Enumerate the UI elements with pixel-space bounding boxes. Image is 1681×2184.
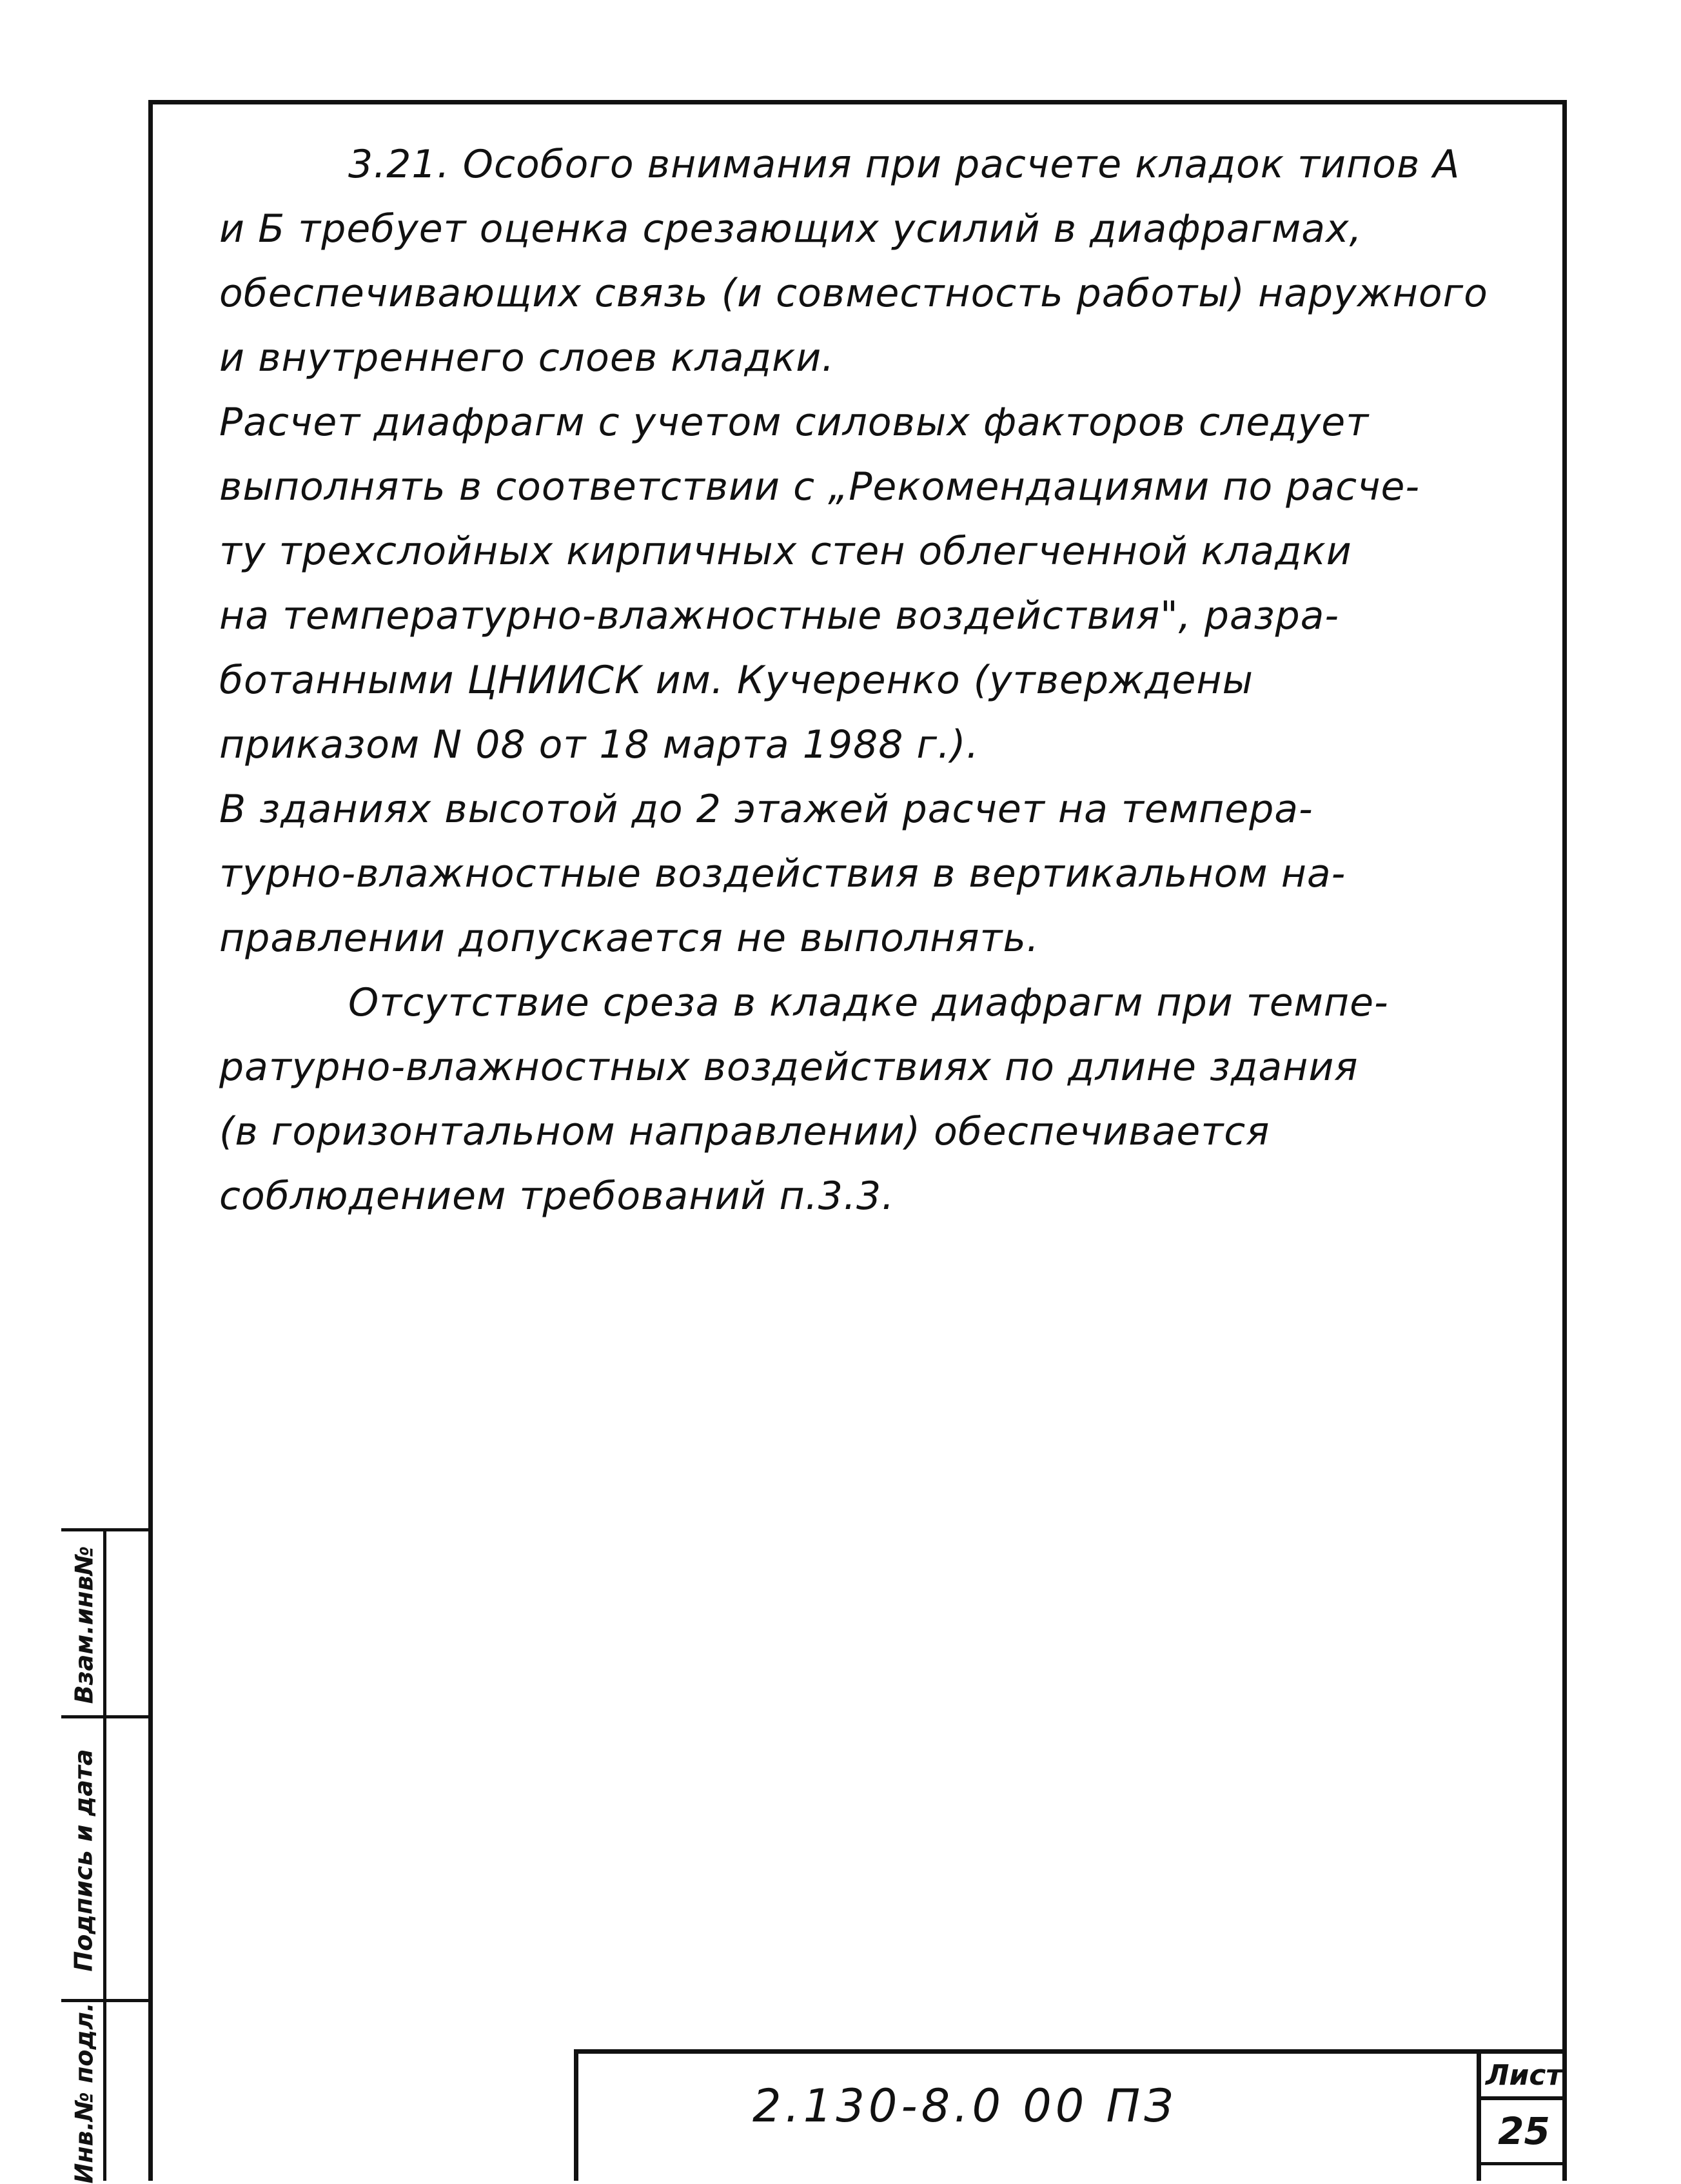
text-line: обеспечивающих связь (и совместность работы) наружного (219, 271, 1488, 316)
sheet-label: Лист (1481, 2054, 1567, 2100)
text-line: ту трехслойных кирпичных стен облегченной кладки (219, 529, 1352, 574)
sheet-number-underline (1481, 2162, 1567, 2165)
text-line: ратурно-влажностных воздействиях по длине здания (219, 1045, 1359, 1090)
side-stamp (61, 1528, 152, 2184)
text-line: Отсутствие среза в кладке диафрагм при темпе- (348, 980, 1389, 1025)
sheet-number: 25 (1498, 2109, 1550, 2153)
title-block (574, 2049, 1567, 2181)
sheet-box (1477, 2054, 1567, 2181)
replacement-inventory-label: Взам.инв№ (70, 1546, 98, 1704)
text-line: и Б требует оценка срезающих усилий в диафрагмах, (219, 206, 1362, 251)
original-inventory-label: Инв.№ подл. (70, 2002, 98, 2184)
text-line: ботанными ЦНИИСК им. Кучеренко (утверждены (219, 658, 1254, 703)
text-line: турно-влажностные воздействия в вертикальном на- (219, 851, 1346, 896)
text-line: 3.21. Особого внимания при расчете кладок типов А (348, 142, 1460, 187)
text-line: на температурно-влажностные воздействия", разра- (219, 593, 1340, 638)
text-line: В зданиях высотой до 2 этажей расчет на темпера- (219, 787, 1313, 832)
document-code: 2.130-8.0 00 ПЗ (752, 2080, 1177, 2132)
text-line: приказом N 08 от 18 марта 1988 г.). (219, 722, 979, 767)
text-line: и внутреннего слоев кладки. (219, 335, 835, 380)
text-line: Расчет диафрагм с учетом силовых факторов следует (219, 400, 1370, 445)
text-line: правлении допускается не выполнять. (219, 916, 1039, 961)
text-line: соблюдением требований п.3.3. (219, 1174, 895, 1219)
text-line: (в горизонтальном направлении) обеспечивается (219, 1109, 1270, 1154)
explanatory-note-text (219, 132, 1535, 1228)
text-line: выполнять в соответствии с „Рекомендациями по расче- (219, 464, 1420, 509)
signature-date-label: Подпись и дата (70, 1749, 98, 1972)
